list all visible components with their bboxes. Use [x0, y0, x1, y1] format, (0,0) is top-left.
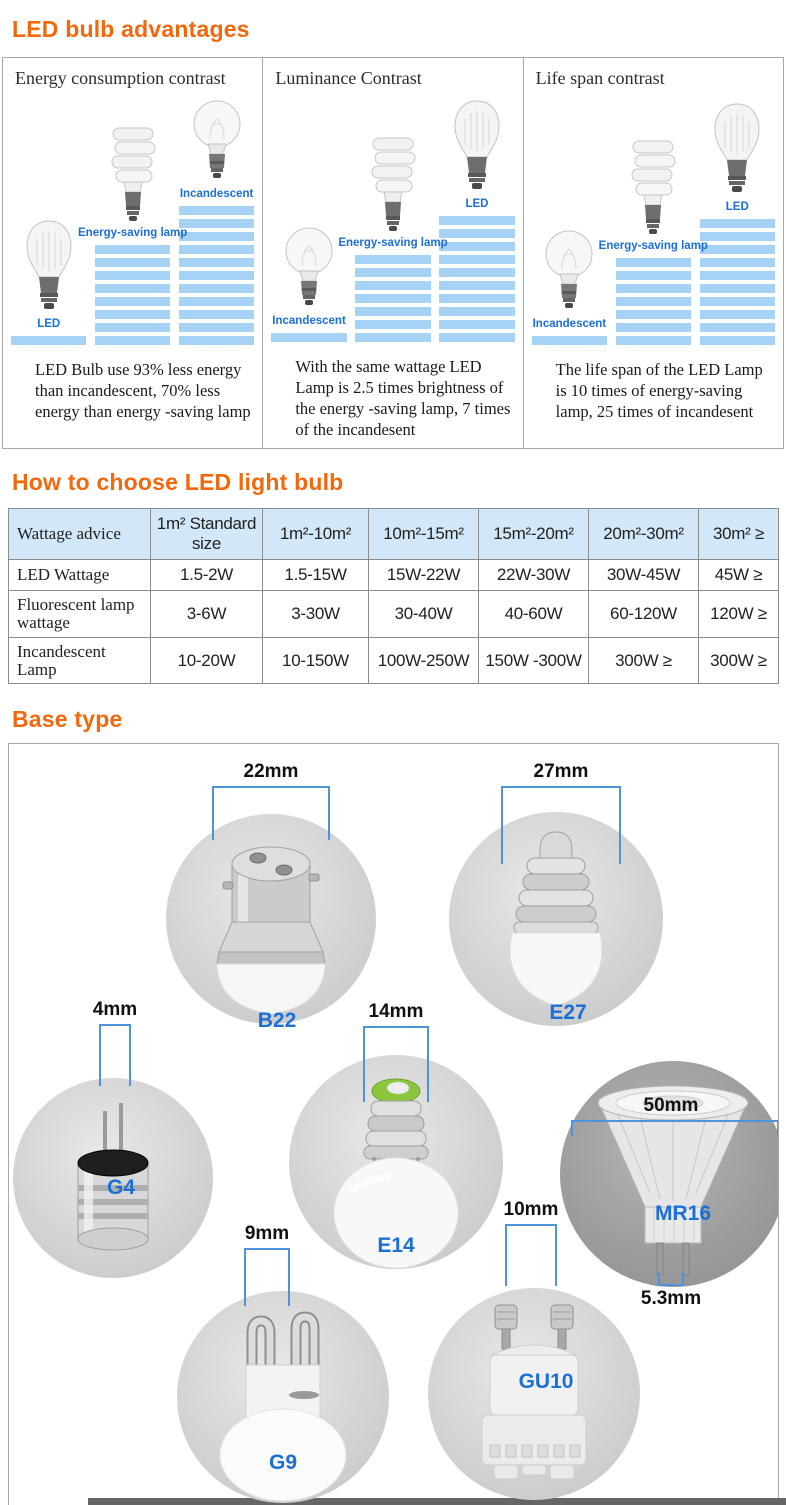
- measurement-annotation: [167, 1224, 367, 1306]
- bar-segment: [179, 323, 254, 332]
- bar-segment: [616, 258, 691, 267]
- bulb-column: [598, 137, 708, 345]
- table-row: [9, 637, 779, 684]
- bar-segment: [700, 219, 775, 228]
- base-name-label: G4: [106, 1176, 136, 1200]
- bar-segment: [616, 323, 691, 332]
- base-name-label: GU10: [518, 1370, 574, 1394]
- bulb-label: Incandescent: [272, 314, 346, 327]
- bulb-column: [439, 99, 514, 342]
- wattage-advice-table: [8, 508, 779, 684]
- dimension-bracket: [99, 1024, 131, 1086]
- dimension-bracket: [571, 1120, 779, 1136]
- led-bulb-icon: [448, 99, 506, 195]
- bar-stack: [271, 329, 346, 342]
- bar-segment: [179, 232, 254, 241]
- bar-segment: [95, 245, 170, 254]
- bar-segment: [355, 333, 430, 342]
- incandescent-bulb-icon: [190, 99, 244, 185]
- panel-description: With the same wattage LED Lamp is 2.5 times brightness of the energy -saving lamp, 7 times of the incandesent: [295, 356, 511, 439]
- bar-segment: [439, 307, 514, 316]
- row-label: Fluorescent lamp wattage: [9, 591, 151, 638]
- bulb-column: [271, 226, 346, 342]
- bar-segment: [700, 323, 775, 332]
- bar-segment: [355, 255, 430, 264]
- bar-segment: [616, 310, 691, 319]
- measurement-label: 22mm: [243, 761, 299, 783]
- bar-segment: [179, 271, 254, 280]
- b22-base-icon: [196, 820, 346, 1030]
- wattage-cell: 30W-45W: [589, 560, 699, 591]
- bar-segment: [95, 297, 170, 306]
- wattage-cell: 10-20W: [151, 637, 263, 684]
- wattage-cell: 3-30W: [263, 591, 369, 638]
- bar-segment: [355, 268, 430, 277]
- wattage-cell: 15W-22W: [369, 560, 479, 591]
- measurement-annotation: [296, 1002, 496, 1102]
- bulb-column: [700, 102, 775, 345]
- measurement-label: 14mm: [368, 1001, 424, 1023]
- bar-stack: [439, 212, 514, 342]
- advantages-heading: LED bulb advantages: [12, 16, 250, 42]
- bulb-column: [78, 124, 188, 345]
- base-type-box: [8, 743, 779, 1505]
- column-header: 30m² ≥: [699, 509, 779, 560]
- led-bulb-icon: [708, 102, 766, 198]
- bar-segment: [179, 310, 254, 319]
- base-name-label: MR16: [654, 1202, 712, 1226]
- bar-segment: [532, 336, 607, 345]
- measurement-annotation: [461, 762, 661, 864]
- dimension-bracket: [505, 1224, 557, 1286]
- bar-segment: [700, 297, 775, 306]
- column-header: 20m²-30m²: [589, 509, 699, 560]
- bar-segment: [271, 333, 346, 342]
- bar-segment: [439, 242, 514, 251]
- base-type-heading: Base type: [12, 706, 123, 733]
- bulb-label: LED: [37, 318, 61, 330]
- column-header: 10m²-15m²: [369, 509, 479, 560]
- bar-segment: [700, 271, 775, 280]
- bar-segment: [616, 336, 691, 345]
- bar-segment: [616, 271, 691, 280]
- wattage-cell: 22W-30W: [479, 560, 589, 591]
- panel-description: LED Bulb use 93% less energy than incandescent, 70% less energy than energy -saving lamp: [35, 360, 251, 422]
- base-name-label: E14: [377, 1234, 415, 1258]
- bulb-column: [11, 219, 86, 345]
- bar-segment: [95, 271, 170, 280]
- bar-segment: [439, 229, 514, 238]
- dimension-bracket: [658, 1272, 684, 1286]
- table-row: [9, 591, 779, 638]
- measurement-annotation: [431, 1200, 631, 1286]
- bar-segment: [355, 281, 430, 290]
- dimension-bracket: [363, 1026, 429, 1102]
- bar-stack: [11, 332, 86, 345]
- comparison-chart: [524, 93, 783, 345]
- bulb-label: Energy-saving lamp: [338, 236, 448, 249]
- panel-title: Life span contrast: [535, 68, 665, 88]
- led-bulb-icon: [20, 219, 78, 315]
- column-header: 1m²-10m²: [263, 509, 369, 560]
- bar-segment: [700, 310, 775, 319]
- table-row: [9, 560, 779, 591]
- row-label: Incandescent Lamp: [9, 637, 151, 684]
- base-name-label: B22: [257, 1009, 297, 1033]
- bar-segment: [439, 216, 514, 225]
- bar-segment: [439, 268, 514, 277]
- wattage-cell: 45W ≥: [699, 560, 779, 591]
- bar-stack: [532, 332, 607, 345]
- bar-segment: [95, 323, 170, 332]
- panel-description: The life span of the LED Lamp is 10 times of energy-saving lamp, 25 times of incandesent: [555, 360, 763, 422]
- bar-segment: [95, 310, 170, 319]
- advantages-panels: [2, 57, 784, 449]
- bar-stack: [95, 241, 170, 345]
- advantage-panel: [3, 58, 263, 448]
- bar-stack: [179, 202, 254, 345]
- bar-segment: [700, 232, 775, 241]
- bar-segment: [439, 333, 514, 342]
- wattage-cell: 10-150W: [263, 637, 369, 684]
- bar-segment: [700, 336, 775, 345]
- advantage-panel: [263, 58, 523, 448]
- cfl-bulb-icon: [364, 134, 422, 234]
- wattage-cell: 40-60W: [479, 591, 589, 638]
- bar-segment: [355, 307, 430, 316]
- wattage-cell: 300W ≥: [699, 637, 779, 684]
- dimension-bracket: [244, 1248, 290, 1306]
- choose-heading: How to choose LED light bulb: [12, 469, 344, 495]
- bulb-column: [532, 229, 607, 345]
- bar-stack: [355, 251, 430, 342]
- bar-segment: [439, 255, 514, 264]
- bar-segment: [439, 294, 514, 303]
- cfl-bulb-icon: [624, 137, 682, 237]
- bar-stack: [700, 215, 775, 345]
- panel-title: Energy consumption contrast: [15, 68, 226, 88]
- wattage-cell: 300W ≥: [589, 637, 699, 684]
- bar-segment: [700, 284, 775, 293]
- base-name-label: G9: [268, 1451, 298, 1475]
- wattage-cell: 3-6W: [151, 591, 263, 638]
- bar-segment: [179, 245, 254, 254]
- measurement-annotation: [171, 762, 371, 840]
- bar-segment: [179, 336, 254, 345]
- measurement-label: 10mm: [503, 1199, 559, 1221]
- wattage-cell: 30-40W: [369, 591, 479, 638]
- bulb-label: Energy-saving lamp: [78, 227, 188, 239]
- bar-segment: [355, 320, 430, 329]
- advantage-panel: [524, 58, 783, 448]
- bulb-label: Energy-saving lamp: [598, 240, 708, 252]
- comparison-chart: [3, 93, 262, 345]
- bar-segment: [439, 320, 514, 329]
- bar-segment: [179, 219, 254, 228]
- bar-segment: [95, 284, 170, 293]
- bar-segment: [700, 245, 775, 254]
- bulb-label: LED: [725, 201, 749, 213]
- bulb-column: [338, 134, 448, 342]
- incandescent-bulb-icon: [542, 229, 596, 315]
- bar-segment: [95, 258, 170, 267]
- dimension-bracket: [501, 786, 621, 864]
- column-header: 1m² Standard size: [151, 509, 263, 560]
- next-section-edge: [88, 1498, 786, 1505]
- comparison-chart: [263, 93, 522, 342]
- bar-segment: [616, 284, 691, 293]
- wattage-cell: 1.5-2W: [151, 560, 263, 591]
- bulb-label: Incandescent: [532, 318, 607, 330]
- bar-segment: [179, 297, 254, 306]
- measurement-label: 50mm: [643, 1095, 699, 1117]
- table-header-row: [9, 509, 779, 560]
- column-header: 15m²-20m²: [479, 509, 589, 560]
- incandescent-bulb-icon: [282, 226, 336, 312]
- bar-stack: [616, 254, 691, 345]
- bar-segment: [700, 258, 775, 267]
- dimension-bracket: [212, 786, 330, 840]
- cfl-bulb-icon: [104, 124, 162, 224]
- bar-segment: [179, 284, 254, 293]
- wattage-cell: 100W-250W: [369, 637, 479, 684]
- column-header: Wattage advice: [9, 509, 151, 560]
- measurement-label: 4mm: [92, 999, 138, 1021]
- bar-segment: [439, 281, 514, 290]
- bar-segment: [95, 336, 170, 345]
- bulb-column: [179, 99, 254, 345]
- bar-segment: [179, 258, 254, 267]
- gu10-base-icon: [454, 1295, 614, 1505]
- measurement-annotation: [571, 1096, 771, 1136]
- wattage-cell: 150W -300W: [479, 637, 589, 684]
- measurement-label: 27mm: [533, 761, 589, 783]
- bulb-label: LED: [465, 197, 489, 210]
- measurement-annotation: [15, 1000, 215, 1086]
- row-label: LED Wattage: [9, 560, 151, 591]
- wattage-cell: 120W ≥: [699, 591, 779, 638]
- wattage-cell: 1.5-15W: [263, 560, 369, 591]
- bar-segment: [355, 294, 430, 303]
- base-name-label: E27: [549, 1001, 587, 1025]
- measurement-label: 5.3mm: [640, 1288, 702, 1310]
- bulb-label: Incandescent: [179, 188, 254, 200]
- wattage-cell: 60-120W: [589, 591, 699, 638]
- bar-segment: [616, 297, 691, 306]
- measurement-label: 9mm: [244, 1223, 290, 1245]
- bar-segment: [179, 206, 254, 215]
- bar-segment: [11, 336, 86, 345]
- panel-title: Luminance Contrast: [275, 68, 422, 88]
